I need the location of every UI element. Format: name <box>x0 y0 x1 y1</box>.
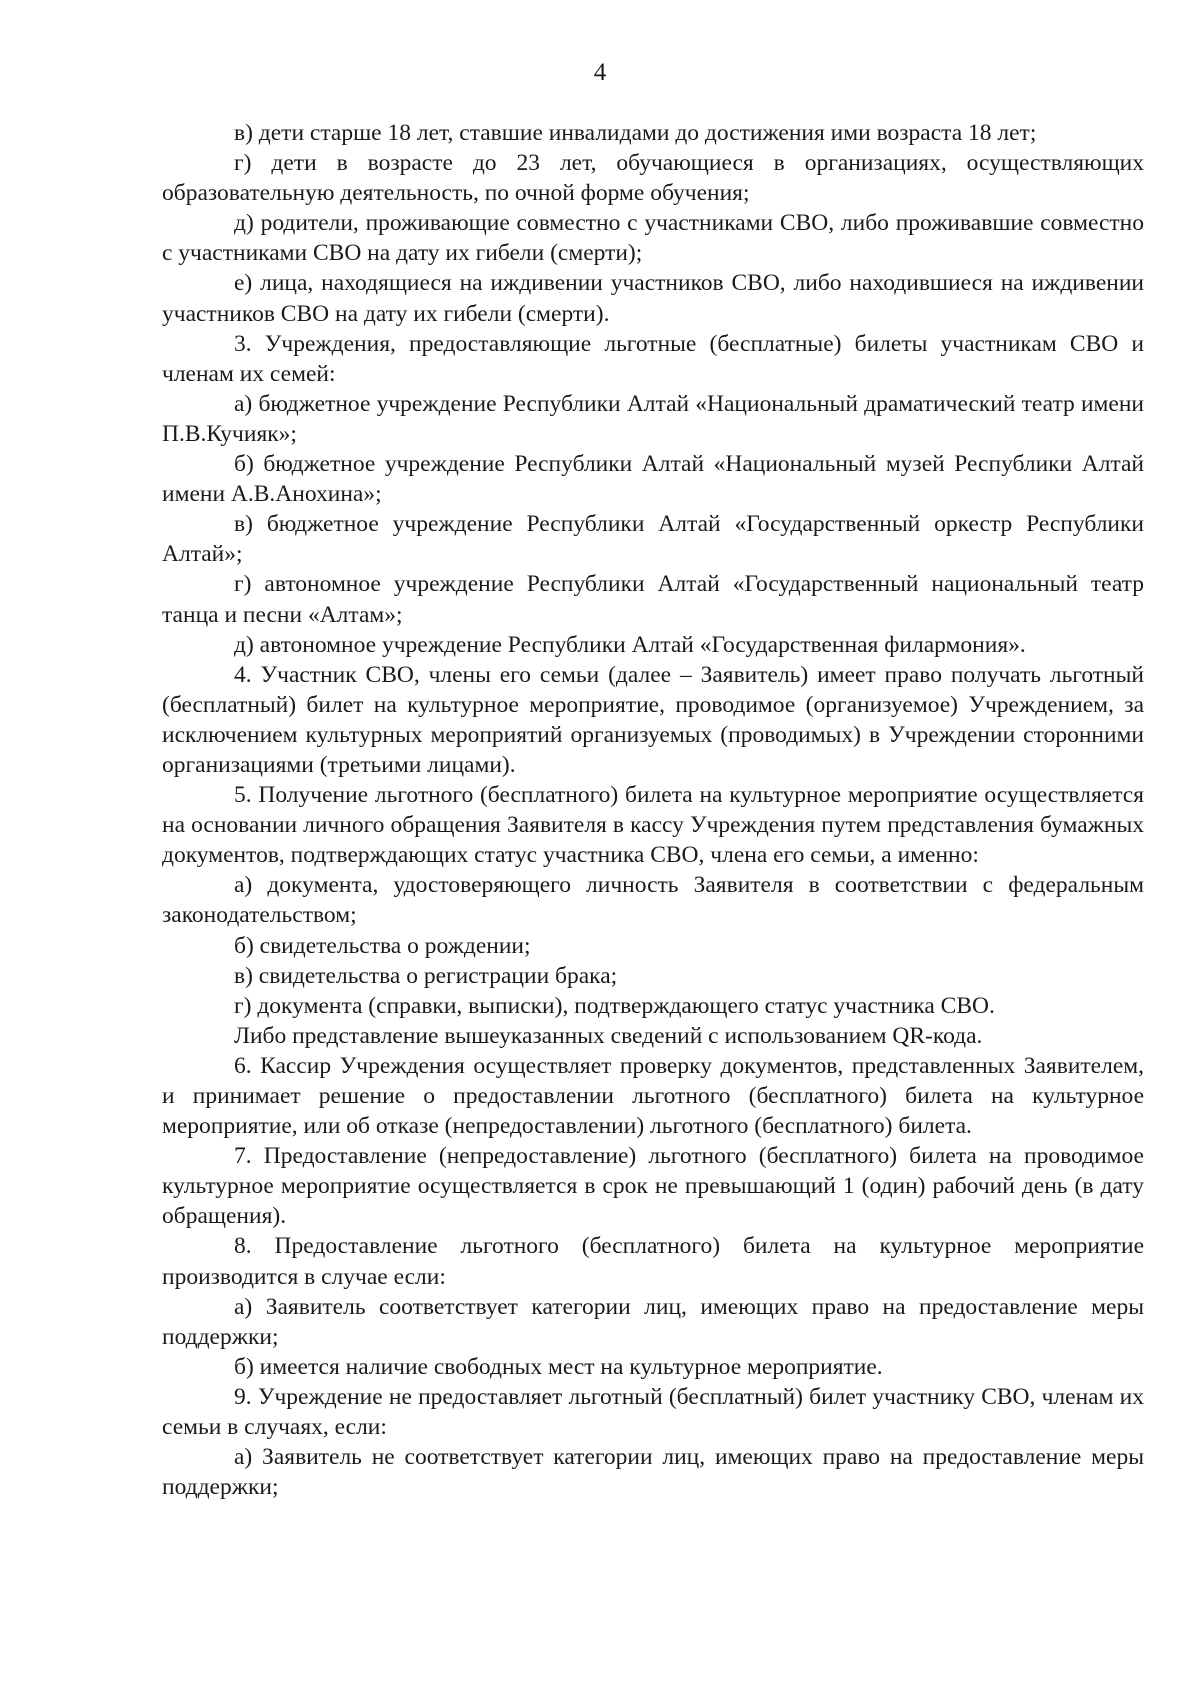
page-number: 4 <box>593 59 607 86</box>
paragraph-refusal-a: а) Заявитель не соответствует категории лиц, имеющих право на предоставление меры поддержки; <box>162 1444 1144 1501</box>
paragraph-section-4: 4. Участник СВО, члены его семьи (далее – Заявитель) имеет право получать льготный (бесплатный) билет на культурное мероприятие, проводимое (организуемое) Учреждением, за исключением культурных мероприятий организуемых (проводимых) в Учреждении сторонними организациями (третьими лицами). <box>162 661 1144 778</box>
paragraph-institution-b: б) бюджетное учреждение Республики Алтай «Национальный музей Республики Алтай имени А.В.Анохина»; <box>162 451 1144 508</box>
paragraph-condition-a: а) Заявитель соответствует категории лиц, имеющих право на предоставление меры поддержки; <box>162 1293 1144 1350</box>
document-body <box>162 118 1144 1502</box>
paragraph-section-9: 9. Учреждение не предоставляет льготный (бесплатный) билет участнику СВО, членам их семьи в случаях, если: <box>162 1383 1144 1441</box>
paragraph-item-v-adult-disabled-children: в) дети старше 18 лет, ставшие инвалидами до достижения ими возраста 18 лет; <box>234 120 1037 146</box>
paragraph-institution-g: г) автономное учреждение Республики Алтай «Государственный национальный театр танца и песни «Алтам»; <box>162 571 1144 628</box>
paragraph-item-e-dependents: е) лица, находящиеся на иждивении участников СВО, либо находившиеся на иждивении участников СВО на дату их гибели (смерти). <box>162 270 1144 327</box>
paragraph-section-5: 5. Получение льготного (бесплатного) билета на культурное мероприятие осуществляется на основании личного обращения Заявителя в кассу Учреждения путем представления бумажных документов, подтверждающих статус участника СВО, члена его семьи, а именно: <box>162 782 1144 869</box>
paragraph-institution-d: д) автономное учреждение Республики Алтай «Государственная филармония». <box>234 631 1026 658</box>
paragraph-institution-a: а) бюджетное учреждение Республики Алтай «Национальный драматический театр имени П.В.Кучияк»; <box>162 390 1144 447</box>
paragraph-section-8: 8. Предоставление льготного (бесплатного) билета на культурное мероприятие производится в случае если: <box>162 1233 1144 1290</box>
paragraph-document-v: в) свидетельства о регистрации брака; <box>234 962 618 989</box>
paragraph-item-d-parents: д) родители, проживающие совместно с участниками СВО, либо проживавшие совместно с участниками СВО на дату их гибели (смерти); <box>162 210 1144 267</box>
paragraph-institution-v: в) бюджетное учреждение Республики Алтай «Государственный оркестр Республики Алтай»; <box>162 511 1144 568</box>
paragraph-section-6: 6. Кассир Учреждения осуществляет проверку документов, представленных Заявителем, и принимает решение о предоставлении льготного (бесплатного) билета на культурное мероприятие, или об отказе (непредоставлении) льготного (бесплатного) билета. <box>162 1052 1144 1140</box>
paragraph-section-7: 7. Предоставление (непредоставление) льготного (бесплатного) билета на проводимое культурное мероприятие осуществляется в срок не превышающий 1 (один) рабочий день (в дату обращения). <box>162 1143 1144 1230</box>
paragraph-document-g: г) документа (справки, выписки), подтверждающего статус участника СВО. <box>234 992 995 1019</box>
paragraph-section-3: 3. Учреждения, предоставляющие льготные (бесплатные) билеты участникам СВО и членам их семей: <box>162 330 1144 387</box>
paragraph-condition-b: б) имеется наличие свободных мест на культурное мероприятие. <box>234 1353 883 1380</box>
paragraph-document-b: б) свидетельства о рождении; <box>234 932 531 959</box>
paragraph-document-a: а) документа, удостоверяющего личность Заявителя в соответствии с федеральным законодательством; <box>162 872 1144 929</box>
paragraph-qr-code: Либо представление вышеуказанных сведений с использованием QR-кода. <box>234 1022 983 1049</box>
paragraph-item-g-students: г) дети в возрасте до 23 лет, обучающиеся в организациях, осуществляющих образовательную деятельность, по очной форме обучения; <box>162 150 1144 207</box>
